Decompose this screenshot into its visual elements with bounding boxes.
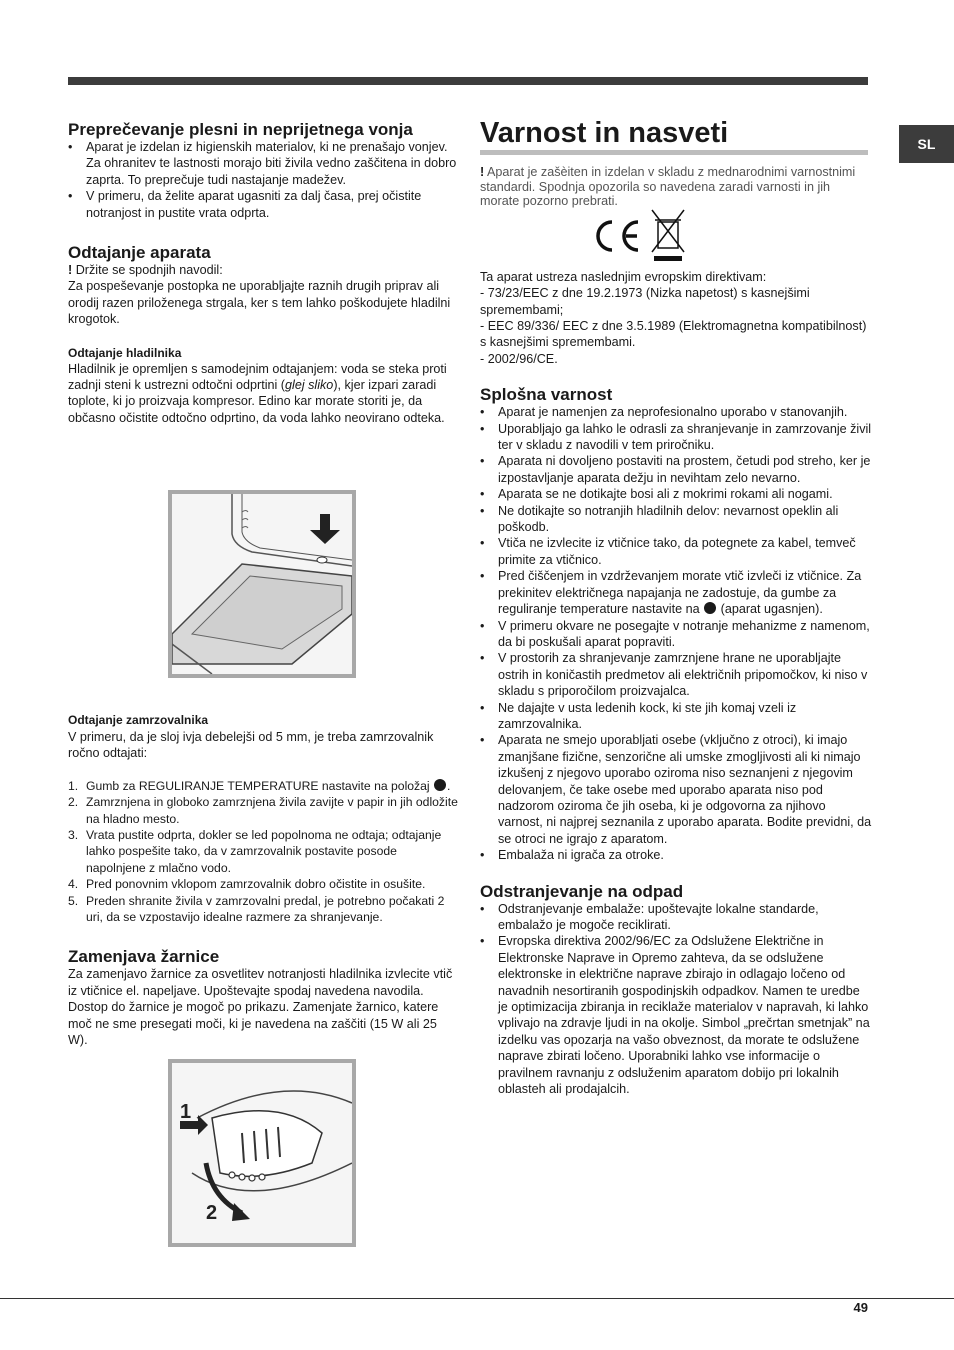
- list-item: [68, 778, 458, 794]
- disposal-list: [480, 901, 872, 1098]
- step-number: 4.: [68, 877, 79, 892]
- language-tab: SL: [899, 125, 954, 163]
- off-position-icon: [704, 602, 716, 614]
- list-item: • Aparata ni dovoljeno postaviti na prostem, četudi pod streho, ker je izpostavljanje aparata dežju in nevihtam zelo nevarno.: [480, 453, 872, 486]
- step-number: 5.: [68, 893, 79, 908]
- directive-3: - 2002/96/CE.: [480, 351, 558, 366]
- mould-heading: Preprečevanje plesni in neprijetnega vonja: [68, 120, 413, 139]
- list-item: • Ne dajajte v usta ledenih kock, ki ste jih komaj vzeli iz zamrzovalnika.: [480, 700, 872, 733]
- directive-2: - EEC 89/336/ EEC z dne 3.5.1989 (Elektromagnetna kompatibilnost) s kasnejšimi spremembami.: [480, 319, 867, 350]
- step-text-end: .: [447, 778, 451, 793]
- fridge-defrost-text-italic: glej sliko: [285, 378, 334, 393]
- left-column: [68, 120, 458, 1048]
- off-position-icon: [434, 779, 446, 791]
- list-item: [68, 876, 458, 892]
- fridge-defrost-text: [68, 361, 458, 427]
- step-number: 3.: [68, 828, 79, 843]
- step-text: Gumb za REGULIRANJE TEMPERATURE nastavite na položaj: [86, 778, 430, 793]
- list-item: [68, 893, 458, 926]
- step-label-2: 2: [206, 1202, 218, 1224]
- list-item: [68, 827, 458, 876]
- bulb-text: Za zamenjavo žarnice za osvetlitev notranjosti hladilnika izvlecite vtič iz vtičnice el. napeljave. Upoštevajte spodaj navedena navodila. Dostop do žarnice je mogoč po prikazu. Zamenjate žarnico, katere moč ne sme presegati moči, ki je navedena na zaščiti (15 W ali 25 W).: [68, 967, 453, 1048]
- defrost-text: Za pospeševanje postopka ne uporabljajte raznih drugih priprav ali orodij razen priloženega strgala, ker s tem lahko poškodujete hladilni krogotok.: [68, 279, 451, 327]
- header-bar: [68, 77, 868, 85]
- marks-svg: [590, 208, 690, 264]
- list-item: • V primeru okvare ne posegajte v notranje mehanizme z namenom, da bi poskušali aparat popraviti.: [480, 618, 872, 651]
- safety-heading: Splošna varnost: [480, 385, 613, 405]
- footer-rule: [0, 1298, 954, 1299]
- page-number: 49: [853, 1300, 868, 1315]
- list-item: [480, 568, 872, 617]
- list-item: • V prostorih za shranjevanje zamrznjene hrane ne uporabljajte ostrih in koničastih predmetov ali električnih pripomočkov, ki niso v skladu s priporočilom proizvajalca.: [480, 650, 872, 699]
- freezer-defrost-heading: Odtajanje zamrzovalnika: [68, 713, 209, 727]
- list-item: • Aparat je izdelan iz higienskih materialov, ki ne prenašajo vonjev. Za ohranitev te lastnosti morajo biti živila vedno zaščitena in dobro zaprta. To preprečuje tudi nastajanje madežev.: [68, 139, 458, 188]
- fridge-drain-figure: [168, 490, 356, 678]
- ce-mark-icon: [598, 222, 638, 250]
- list-item: • Vtiča ne izvlecite iz vtičnice tako, da potegnete za kabel, temveč primite za vtičnico.: [480, 535, 872, 568]
- bulb-illustration: [172, 1063, 352, 1243]
- knob-text-b: (aparat ugasnjen).: [717, 602, 823, 617]
- freezer-defrost-text: V primeru, da je sloj ivja debelejši od 5 mm, je treba zamrzovalnik ročno odtajati:: [68, 730, 434, 761]
- fridge-drain-illustration: [172, 494, 352, 674]
- bulb-heading: Zamenjava žarnice: [68, 947, 220, 967]
- step-text: Preden shranite živila v zamrzovalni predal, je potrebno počakati 2 uri, da se vzpostavijo idealne razmere za shranjevanje.: [86, 893, 445, 925]
- warning-mark: !: [68, 263, 73, 278]
- disposal-heading: Odstranjevanje na odpad: [480, 881, 684, 901]
- mould-list: [68, 139, 458, 221]
- fridge-defrost-heading: Odtajanje hladilnika: [68, 345, 182, 360]
- fridge-defrost-text-a: Hladilnik je opremljen s samodejnim odtajanjem: voda se steka proti zadnji steni k ustrezni odtočni odprtini (: [68, 361, 447, 393]
- page-title: Varnost in nasveti: [480, 118, 868, 155]
- list-item: • Uporabljajo ga lahko le odrasli za shranjevanje in zamrzovanje živil ter v skladu z navodili v tem priročniku.: [480, 421, 872, 454]
- step-number: 2.: [68, 795, 79, 810]
- list-item: • Aparata se ne dotikajte bosi ali z mokrimi rokami ali nogami.: [480, 486, 872, 502]
- defrost-note: [68, 262, 458, 278]
- bulb-figure: [168, 1059, 356, 1247]
- step-label-1: 1: [180, 1101, 192, 1123]
- directive-1: - 73/23/EEC z dne 19.2.1973 (Nizka napetost) s kasnejšimi spremembami;: [480, 286, 810, 317]
- intro-body: Aparat je zašèiten in izdelan v skladu z mednarodnimi varnostnimi standardi. Spodnja opozorila so navedena zaradi varnosti in jih morate pozorno prebrati.: [480, 165, 856, 209]
- list-item: • Embalaža ni igrača za otroke.: [480, 847, 872, 863]
- warning-mark: !: [480, 165, 485, 179]
- list-item: • V primeru, da želite aparat ugasniti za dalj časa, prej očistite notranjost in pustite vrata odprta.: [68, 188, 458, 221]
- directives-intro: Ta aparat ustreza naslednjim evropskim direktivam:: [480, 269, 767, 284]
- safety-list: [480, 404, 872, 863]
- fridge-defrost-text-b: ), kjer izpari zaradi toplote, ki jo proizvaja kompresor. Edino kar morate storiti je, da občasno očistite odtočno odprtino, da voda lahko neovirano odteka.: [68, 378, 445, 425]
- intro-text: [480, 165, 860, 209]
- list-item: [68, 794, 458, 827]
- certification-marks: [590, 208, 690, 264]
- step-text: Vrata pustite odprta, dokler se led popolnoma ne odtaja; odtajanje lahko pospešite tako, da v zamrzovalnik postavite posode napolnjene z mlačno vodo.: [86, 828, 442, 875]
- step-text: Pred ponovnim vklopom zamrzovalnik dobro očistite in osušite.: [86, 877, 426, 892]
- list-item: • Odstranjevanje embalaže: upoštevajte lokalne standarde, embalažo je mogoče reciklirati.: [480, 901, 872, 934]
- list-item: • Evropska direktiva 2002/96/EC za Odslužene Električne in Elektronske Naprave in Opremo zahteva, da se odslužene elektronske in električne naprave zbirajo in odlagajo ločeno od navadnih nesortiranih gospodinjskih odpadkov. Namen te uredbe je optimizacija zbiranja in reciklaže materialov v napravah, ki lahko vplivajo na zdravje ljudi in na okolje. Simbol „prečrtan smetnjak” na izdelku vas opozarja na vašo obveznost, da morate te odslužene naprave zbirati ločeno. Uporabniki lahko vse informacije o pravilnem ravnanju z odsluženim aparatom dobijo pri lokalnih oblasteh ali prodajalcih.: [480, 933, 872, 1097]
- list-item: • Ne dotikajte so notranjih hladilnih delov: nevarnost opeklin ali poškodb.: [480, 503, 872, 536]
- list-item: • Aparata ne smejo uporabljati osebe (vključno z otroci), ki imajo zmanjšane fizične, senzorične ali umske zmogljivosti ali ki nimajo izkušenj z njegovo uporabo oziroma niso seznanjeni z njegovim delovanjem, če take osebe med uporabo aparata niso pod nadzorom oziroma če jih oseba, ki je odgovorna za njihovo varnost, ni najprej seznanila z uporabo aparata. Bodite previdni, da se otroci ne igrajo z aparatom.: [480, 732, 872, 847]
- list-item: • Aparat je namenjen za neprofesionalno uporabo v stanovanjih.: [480, 404, 872, 420]
- step-text: Zamrznjena in globoko zamrznjena živila zavijte v papir in jih odložite na hladno mesto.: [86, 795, 458, 826]
- defrost-heading: Odtajanje aparata: [68, 243, 211, 263]
- right-column: [480, 118, 872, 1097]
- defrost-note-text: Držite se spodnjih navodil:: [72, 263, 223, 278]
- freezer-steps: [68, 778, 458, 926]
- step-number: 1.: [68, 778, 79, 793]
- crossed-bin-icon: [652, 210, 684, 261]
- knob-text-a: Pred čiščenjem in vzdrževanjem morate vtič izvleči iz vtičnice. Za prekinitev električnega napajanja ne zadostuje, da gumbe za reguliranje temperature nastavite na: [498, 569, 862, 617]
